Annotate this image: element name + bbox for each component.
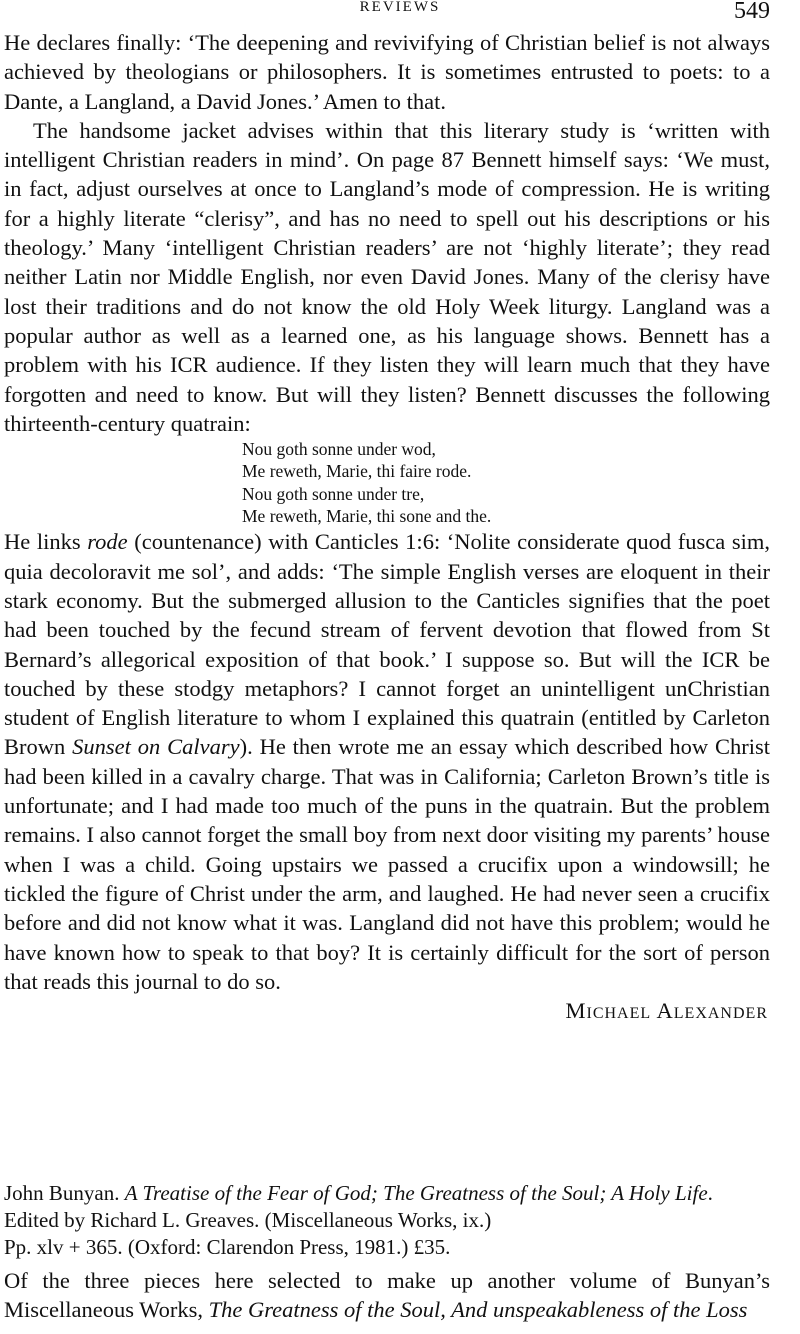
poem-line-2: Me reweth, Marie, thi faire rode. — [242, 461, 472, 482]
paragraph-2: The handsome jacket advises within that this literary study is ‘written with intelligent Christian readers in mind’. On page 87 Bennett himself says: ‘We must, in fact, adjust ourselves at once to Langland’s mode of compression. He is writing for a highly literate “clerisy”, and has no need to spell out his descriptions or his theology.’ Many ‘intelligent Christian readers’ are not ‘highly literate’; they read neither Latin nor Middle English, nor even David Jones. Many of the clerisy have lost their traditions and do not know the old Holy Week liturgy. Langland was a popular author as well as a learned one, as his language shows. Bennett has a problem with his ICR audience. If they listen they will learn much that they have forgotten and need to know. But will they listen? Bennett discusses the following thirteenth-century quatrain: — [4, 117, 770, 436]
book-titles: A Treatise of the Fear of God; The Greatness of the Soul; A Holy Life — [124, 1181, 708, 1205]
p3-text-b: (countenance) with Canticles 1:6: ‘Nolite considerate quod fusca sim, quia decoloravit me sol’, and adds: ‘The simple English verses are eloquent in their stark economy. But the submerged allusion to the Canticles signifies that the poet had been touched by the fecund stream of fervent devotion that flowed from St Bernard’s allegorical exposition of that book.’ I suppose so. But will the ICR be touched by these stodgy metaphors? I cannot forget an unintelligent unChristian student of English literature to whom I explained this quatrain (entitled by Carleton Brown — [4, 529, 770, 760]
poem-line-3: Nou goth sonne under tre, — [242, 483, 425, 504]
quatrain — [4, 438, 770, 527]
book-entry — [4, 1180, 770, 1261]
p3-text-a: He links — [4, 529, 88, 555]
poem-line-1: Nou goth sonne under wod, — [242, 439, 436, 460]
p3-rode: rode — [87, 529, 128, 555]
review-body — [4, 28, 770, 1025]
page-header — [0, 0, 800, 24]
reviewer-signature: Michael Alexander — [565, 998, 768, 1024]
paragraph-3 — [4, 527, 770, 996]
running-head: REVIEWS — [359, 0, 441, 15]
page-number: 549 — [734, 0, 770, 24]
p3-text-c: ). He then wrote me an essay which described how Christ had been killed in a cavalry charge. That was in California; Carleton Brown’s title is unfortunate; and I had made too much of the puns in the quatrain. But the problem remains. I also cannot forget the small boy from next door visiting my parents’ house when I was a child. Going upstairs we passed a crucifix upon a windowsill; he tickled the figure of Christ under the arm, and laughed. He had never seen a crucifix before and did not know what it was. Langland did not have this problem; would he have known how to speak to that boy? It is certainly difficult for the sort of person that reads this journal to do so. — [4, 734, 771, 994]
book-author: John Bunyan. — [4, 1181, 125, 1205]
book-editor: . Edited by Richard L. Greaves. (Miscellaneous Works, ix.) — [4, 1181, 713, 1232]
paragraph-1: He declares finally: ‘The deepening and revivifying of Christian belief is not always achieved by theologians or philosophers. It is sometimes entrusted to poets: to a Dante, a Langland, a David Jones.’ Amen to that. — [4, 30, 770, 114]
book-entry-line-1 — [4, 1180, 770, 1234]
p3-sunset-title: Sunset on Calvary — [72, 734, 240, 760]
book-publication: Pp. xlv + 365. (Oxford: Clarendon Press, 1981.) £35. — [4, 1235, 451, 1259]
next-review-text: Of the three pieces here selected to make up another volume of Bunyan’s Miscellaneous Works, — [4, 1268, 770, 1323]
next-review-title: The Greatness of the Soul, And unspeakableness of the Loss — [208, 1297, 748, 1323]
poem-line-4: Me reweth, Marie, thi sone and the. — [242, 506, 492, 527]
next-review-start — [4, 1266, 770, 1325]
